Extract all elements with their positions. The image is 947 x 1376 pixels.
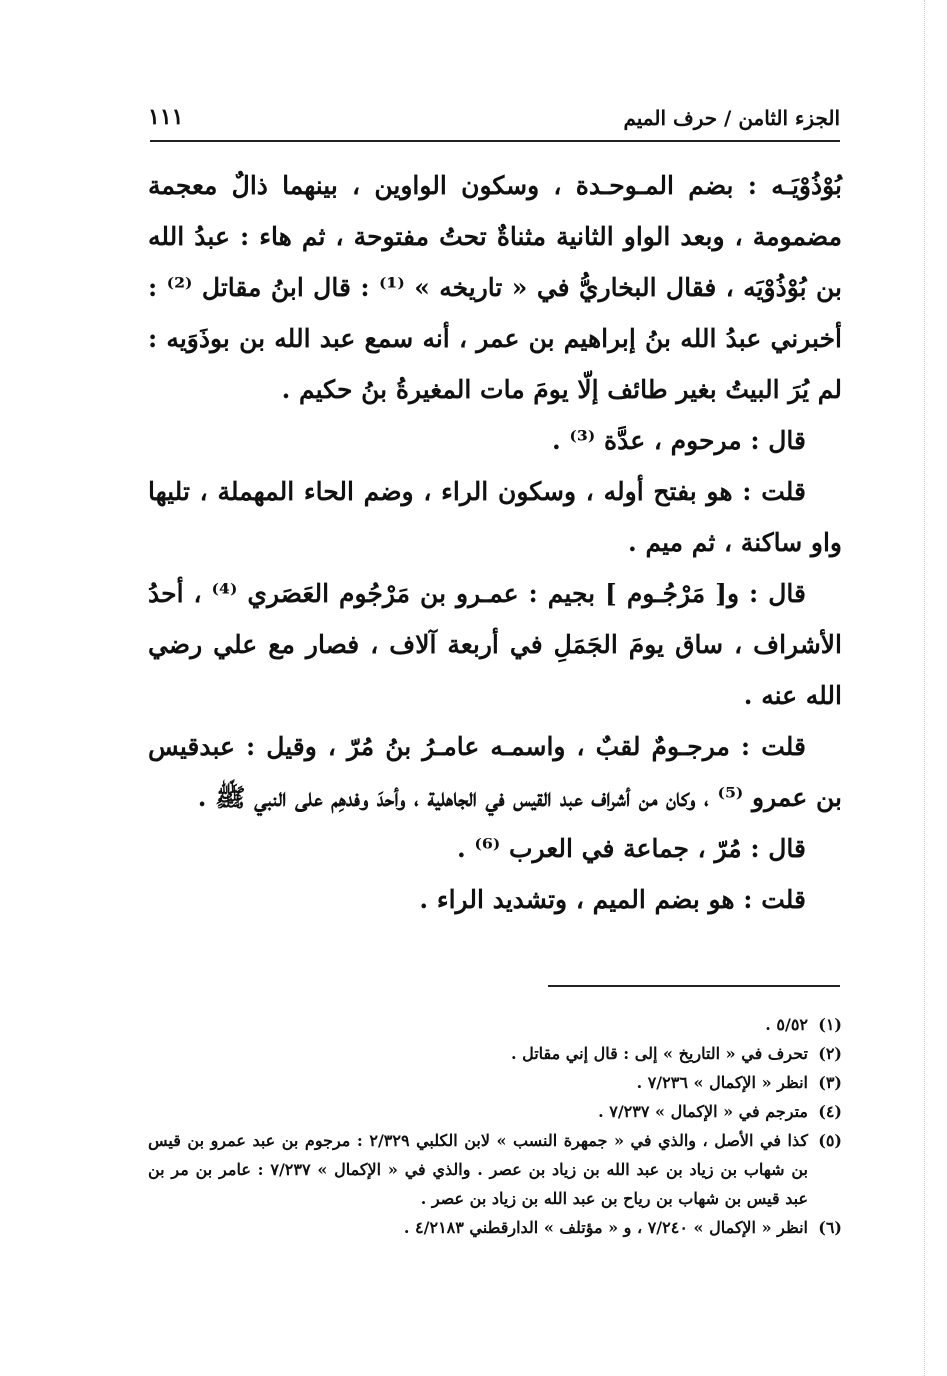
footnote-rule — [548, 985, 840, 987]
footnote-number: (٥) — [818, 1131, 842, 1150]
paragraph-marjum: قال : و[ مَرْجُـوم ] بجيم : عمـرو بن مَرْجُوم العَصَري ⁽⁴⁾ ، أحدُ الأشراف ، ساق يومَ الجَمَلِ في أربعة آلاف ، فصار مع علي رضي الله عنه . — [148, 579, 842, 710]
footnote-item — [148, 1068, 842, 1097]
footnote-number: (٤) — [818, 1102, 842, 1121]
paragraph-marjum-note: قلت : مرجـومٌ لقبٌ ، واسمـه عامـرُ بنُ مُرّ ، وقيل : عبدقيس بن عمرو ⁽⁵⁾ ، وكان من أشراف عبد القيس في الجاهلية ، وأحدَ وفدهِم على النبي ﷺ . — [148, 732, 842, 812]
footnote-text: انظر « الإكمال » ٧/٢٣٦ . — [636, 1073, 808, 1092]
header-rule — [150, 140, 840, 142]
footnote-text: كذا في الأصل ، والذي في « جمهرة النسب » لابن الكلبي ٢/٣٢٩ : مرجوم بن عبد عمرو بن قيس بن شهاب بن زياد بن عبد الله بن زياد بن عصر . والذي في « الإكمال » ٧/٢٣٧ : عامر بن مر بن عبد قيس بن شهاب بن رياح بن عبد الله بن زياد بن عصر . — [148, 1131, 808, 1208]
footnote-item — [148, 1126, 842, 1213]
footnote-number: (٣) — [818, 1073, 842, 1092]
footnote-text: انظر « الإكمال » ٧/٢٤٠ ، و « مؤتلف » الدارقطني ٤/٢١٨٣ . — [403, 1218, 808, 1237]
running-header — [148, 96, 840, 130]
footnote-number: (٢) — [818, 1044, 842, 1063]
footnote-text: مترجم في « الإكمال » ٧/٢٣٧ . — [598, 1102, 808, 1121]
footnote-number: (١) — [818, 1015, 842, 1034]
page-number: ١١١ — [148, 104, 184, 130]
footnote-item — [148, 1039, 842, 1068]
paragraph-marhum-note: قلت : هو بفتح أوله ، وسكون الراء ، وضم الحاء المهملة ، تليها واو ساكنة ، ثم ميم . — [148, 477, 842, 557]
footnotes — [148, 1010, 842, 1242]
footnote-item — [148, 1213, 842, 1242]
footnote-text: تحرف في « التاريخ » إلى : قال إني مقاتل . — [510, 1044, 808, 1063]
paragraph-murr: قال : مُرّ ، جماعة في العرب ⁽⁶⁾ . — [457, 834, 806, 863]
paragraph-marhum: قال : مرحوم ، عدَّة ⁽³⁾ . — [552, 426, 806, 455]
scan-margin-line — [923, 0, 925, 1376]
running-title: الجزء الثامن / حرف الميم — [623, 106, 840, 130]
paragraph-murr-note: قلت : هو بضم الميم ، وتشديد الراء . — [419, 885, 806, 914]
footnote-item — [148, 1010, 842, 1039]
main-text — [148, 160, 842, 925]
paragraph-budhuyah: بُوْذُوْيَـه : بضم المـوحـدة ، وسكون الواوين ، بينهما ذالٌ معجمة مضمومة ، وبعد الواو الثانية مثناةٌ تحتُ مفتوحة ، ثم هاء : عبدُ الله بن بُوْذُوْيَه ، فقال البخاريُّ في « تاريخه » ⁽¹⁾ : قال ابنُ مقاتل ⁽²⁾ : أخبرني عبدُ الله بنُ إبراهيم بن عمر ، أنه سمع عبد الله بن بوذَوَيه : لم يُرَ البيتُ بغير طائف إلّا يومَ مات المغيرةُ بنُ حكيم . — [148, 171, 843, 404]
footnote-text: ٥/٥٢ . — [765, 1015, 808, 1034]
footnote-number: (٦) — [818, 1218, 842, 1237]
footnote-item — [148, 1097, 842, 1126]
